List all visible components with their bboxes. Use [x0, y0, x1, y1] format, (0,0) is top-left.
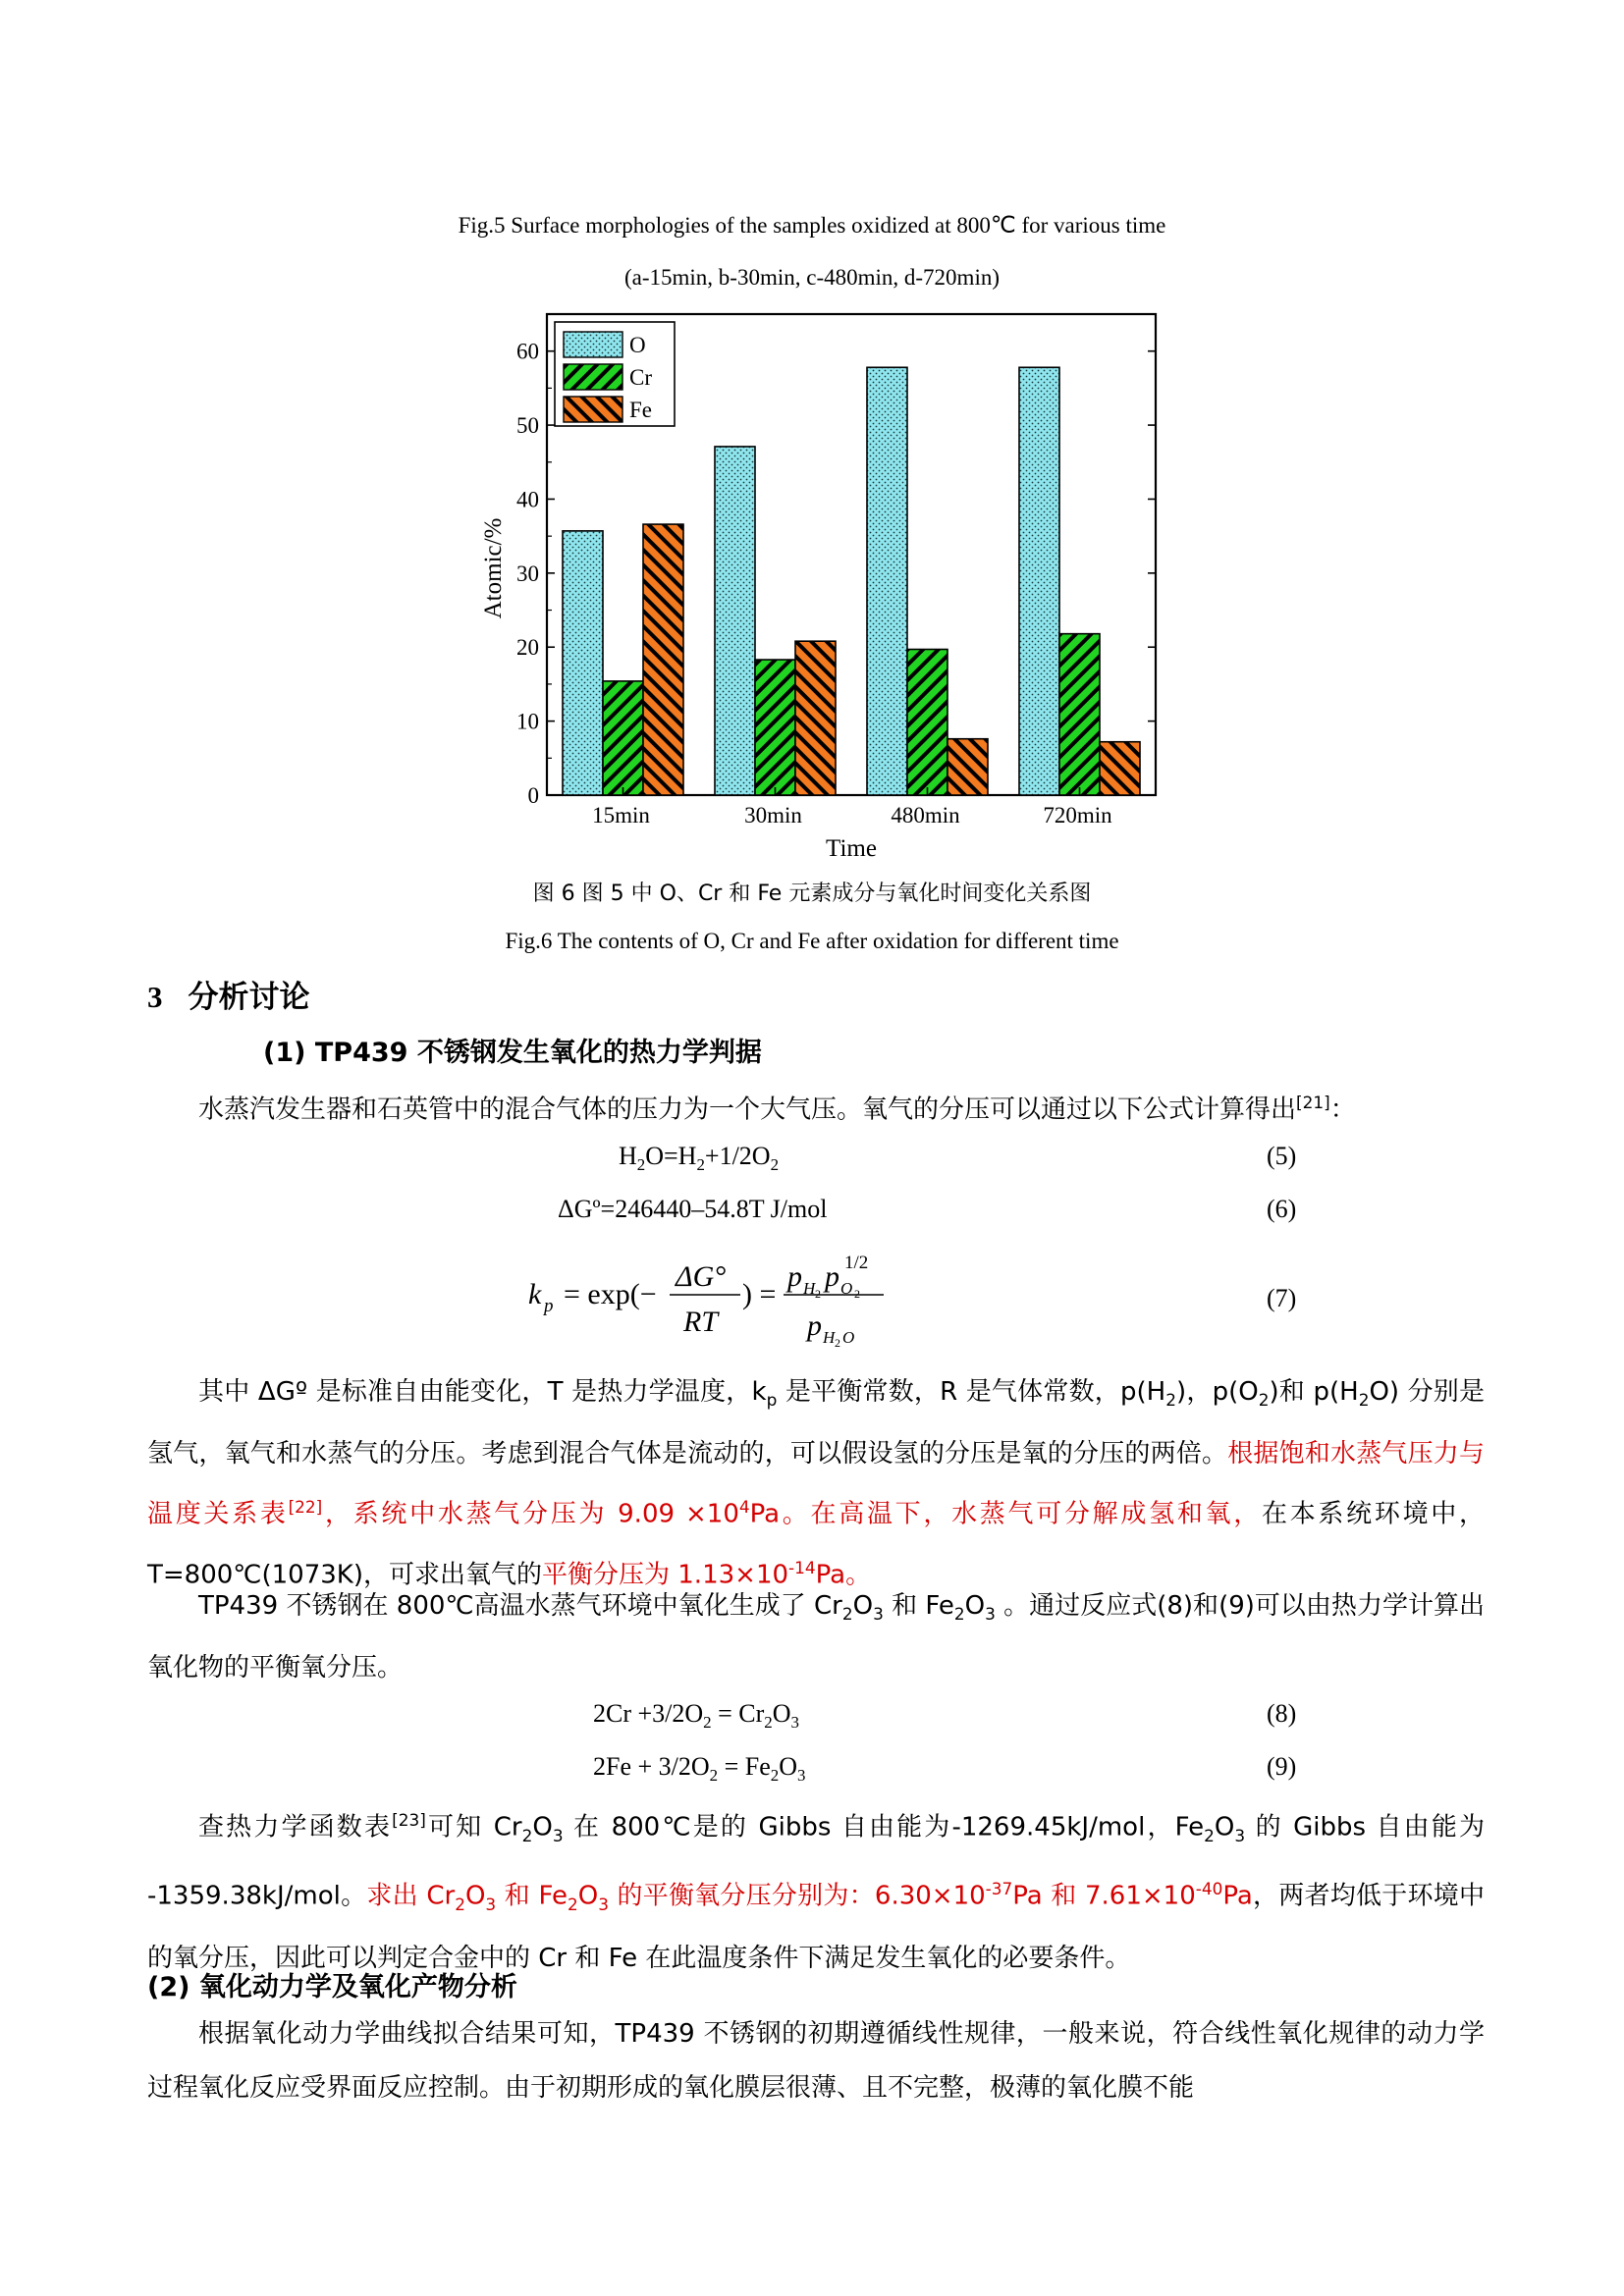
p2-red2: ，系统中水蒸气分压为 9.09 ×10	[322, 1499, 739, 1529]
bar-o-720min	[1019, 367, 1059, 795]
equation-5-number: (5)	[1267, 1142, 1297, 1170]
equation-7	[520, 1245, 913, 1353]
bar-fe-30min	[795, 641, 836, 795]
p2-red3: 平衡分压为 1.13×10	[542, 1561, 789, 1590]
subsection-2-heading: (2) 氧化动力学及氧化产物分析	[147, 1972, 517, 2002]
x-tick-label: 30min	[744, 803, 802, 828]
equation-9-number: (9)	[1267, 1752, 1297, 1781]
svg-text:2: 2	[835, 1336, 840, 1350]
paragraph-5: 根据氧化动力学曲线拟合结果可知，TP439 不锈钢的初期遵循线性规律，一般来说，符合线性氧化规律的动力学过程氧化反应受界面反应控制。由于初期形成的氧化膜层很薄、且不完整，极薄的氧化膜不能	[147, 2019, 1485, 2103]
citation-21: [21]	[1296, 1093, 1330, 1112]
bar-cr-30min	[755, 660, 795, 795]
paragraph-1-end: ：	[1329, 1095, 1356, 1125]
x-axis-label: Time	[826, 835, 877, 862]
p2-s2: 是平衡常数，R 是气体常数，p(H	[777, 1377, 1166, 1407]
x-tick-label: 15min	[592, 803, 650, 828]
svg-text:p: p	[825, 1260, 839, 1293]
p4-red6: Pa 和 7.61×10	[1012, 1882, 1196, 1911]
y-tick-label: 40	[516, 487, 539, 512]
p4-red3: 和 Fe	[496, 1882, 568, 1911]
p3-s5: 。通过反应式(8)和(9)可以由热力学计算出氧化物的平衡氧分压。	[147, 1591, 1485, 1682]
p4-s6: 的 Gibbs 自由能为 -1359.38kJ/mol。	[147, 1812, 1485, 1911]
y-tick-label: 60	[516, 339, 539, 364]
p2-s3: )，p(O	[1175, 1377, 1259, 1407]
fig6-caption-en: Fig.6 The contents of O, Cr and Fe after oxidation for different time	[505, 929, 1119, 953]
svg-text:RT: RT	[683, 1306, 719, 1338]
p4-red7: Pa	[1222, 1882, 1253, 1911]
y-tick-label: 50	[516, 413, 539, 439]
svg-text:= exp(−: = exp(−	[564, 1278, 657, 1310]
bar-cr-480min	[907, 649, 947, 795]
svg-text:1/2: 1/2	[844, 1253, 869, 1273]
equation-6-number: (6)	[1267, 1195, 1297, 1223]
bar-o-480min	[867, 367, 907, 795]
y-tick-label: 10	[516, 709, 539, 734]
section-3-heading	[147, 972, 310, 1016]
legend-label-fe: Fe	[629, 398, 652, 422]
svg-text:p: p	[807, 1309, 822, 1342]
citation-22: [22]	[288, 1497, 323, 1518]
paragraph-4: 查热力学函数表[23]可知 $Cr_2O_3$ 在 800℃是的 Gibbs 自由能为-1269.45kJ/mol，$Fe_2O_3$ 的 Gibbs 自由能为 -1359.38kJ/mol。求出 $Cr_2O_3$ 和 $Fe_2O_3$ 的平衡氧分压分别为：$6.30\times 10^{-37}Pa$ 和 $7.61\times 10^{-40}Pa$，两者均低于环境中的氧分压，因此可以判定合金中的 Cr 和 Fe 在此温度条件下满足发生氧化的必要条件。	[147, 1810, 1486, 1973]
svg-text:k: k	[528, 1278, 542, 1310]
bar-o-30min	[715, 447, 755, 795]
citation-23: [23]	[392, 1810, 426, 1830]
y-tick-label: 30	[516, 561, 539, 586]
y-tick-label: 0	[527, 783, 539, 808]
svg-text:p: p	[787, 1260, 802, 1293]
p4-red5: 的平衡氧分压分别为：6.30×10	[608, 1882, 986, 1911]
svg-text:O: O	[842, 1328, 855, 1347]
bar-fe-720min	[1100, 742, 1140, 795]
legend-swatch-fe	[564, 397, 623, 422]
fig6-caption-cn: 图 6 图 5 中 O、Cr 和 Fe 元素成分与氧化时间变化关系图	[532, 881, 1092, 906]
p4-s4: 在 800℃是的 Gibbs 自由能为-1269.45kJ/mol，Fe	[563, 1812, 1205, 1842]
section-title: 分析讨论	[188, 980, 310, 1015]
p4-s7: ，两者均低于环境中的氧分压，因此可以判定合金中的 Cr 和 Fe 在此温度条件下满足发生氧化的必要条件。	[147, 1882, 1486, 1973]
p2-s1: 其中 ΔGº 是标准自由能变化，T 是热力学温度，k	[198, 1377, 767, 1407]
legend-label-cr: Cr	[629, 365, 652, 390]
svg-text:ΔG°: ΔG°	[676, 1260, 727, 1293]
paragraph-2: 其中 ΔGº 是标准自由能变化，T 是热力学温度，$k_p$ 是平衡常数，R 是气体常数，$p(H_2)$，$p(O_2)$和 $p(H_2O)$ 分别是氢气，氧气和水蒸气的分压。考虑到混合气体是流动的，可以假设氢的分压是氧的分压的两倍。根据饱和水蒸气压力与温度关系表[22]，系统中水蒸气分压为 $9.09 \times 10^4Pa$。在高温下，水蒸气可分解成氢和氧，在本系统环境中，T=800℃(1073K)，可求出氧气的平衡分压为 $1.13\times 10^{-14}Pa$。	[147, 1377, 1486, 1590]
bar-cr-15min	[603, 681, 643, 795]
equation-8-number: (8)	[1267, 1699, 1297, 1728]
bar-fe-15min	[643, 524, 683, 795]
p2-red2-end: Pa。在高温下，水蒸气可分解成氢和氧，	[749, 1499, 1262, 1529]
p2-red2-exp: 4	[738, 1497, 750, 1518]
p2-red1: 根据饱和水蒸气压力与温度关系表	[147, 1438, 1485, 1529]
svg-text:) =: ) =	[742, 1278, 777, 1310]
svg-text:H: H	[803, 1279, 816, 1298]
p4-s2: 可知 Cr	[425, 1812, 522, 1842]
p3-s2: O	[852, 1591, 874, 1621]
p4-red5-exp: -37	[985, 1879, 1013, 1899]
p2-s6: 在本系统环境中，T=800℃(1073K)，可求出氧气的	[147, 1499, 1485, 1590]
legend-swatch-o	[564, 332, 623, 357]
paragraph-3: TP439 不锈钢在 800℃高温水蒸气环境中氧化生成了 $Cr_2O_3$ 和 $Fe_2O_3$ 。通过反应式(8)和(9)可以由热力学计算出氧化物的平衡氧分压。	[147, 1591, 1485, 1682]
legend-swatch-cr	[564, 364, 623, 390]
p4-red6-exp: -40	[1195, 1879, 1223, 1899]
svg-text:H: H	[823, 1328, 836, 1347]
y-tick-label: 20	[516, 635, 539, 661]
y-axis-label: Atomic/%	[480, 517, 507, 619]
p4-s3: O	[532, 1812, 553, 1842]
p3-s4: O	[964, 1591, 986, 1621]
p4-red2: O	[464, 1882, 486, 1911]
paragraph-1	[147, 1076, 1485, 1137]
p4-s5: O	[1214, 1812, 1235, 1842]
fig5-caption-line1: Fig.5 Surface morphologies of the samples oxidized at 800℃ for various time	[458, 213, 1166, 238]
x-tick-label: 720min	[1043, 803, 1112, 828]
p2-s5: O) 分别是氢气，氧气和水蒸气的分压。考虑到混合气体是流动的，可以假设氢的分压是氧的分压的两倍。	[147, 1377, 1486, 1468]
equation-8: $2Cr +3/2O_2 = Cr_2O_3$	[593, 1699, 799, 1733]
equation-6: ΔGº=246440–54.8T J/mol	[558, 1195, 828, 1223]
equation-5: $H_2O=H_2+1/2O_2$	[619, 1142, 780, 1175]
atomic-content-bar-chart	[471, 304, 1178, 874]
svg-text:O: O	[840, 1279, 853, 1298]
p4-red1: 求出 Cr	[366, 1882, 456, 1911]
p3-s3: 和 Fe	[883, 1591, 954, 1621]
paragraph-1-text: 水蒸汽发生器和石英管中的混合气体的压力为一个大气压。氧气的分压可以通过以下公式计算得出	[198, 1095, 1297, 1125]
p2-s4: )和 p(H	[1269, 1377, 1359, 1407]
bar-o-15min	[563, 531, 603, 795]
legend-label-o: O	[629, 333, 646, 357]
svg-text:2: 2	[854, 1287, 860, 1301]
p3-s1: TP439 不锈钢在 800℃高温水蒸气环境中氧化生成了 Cr	[198, 1591, 842, 1621]
fig5-caption-line2: (a-15min, b-30min, c-480min, d-720min)	[624, 265, 1000, 290]
p4-s1: 查热力学函数表	[198, 1812, 393, 1842]
equation-7-number: (7)	[1267, 1284, 1297, 1312]
subsection-1-heading: (1) TP439 不锈钢发生氧化的热力学判据	[263, 1038, 762, 1068]
bar-fe-480min	[947, 739, 988, 795]
x-tick-label: 480min	[891, 803, 960, 828]
equation-9: $2Fe + 3/2O_2 = Fe_2O_3$	[593, 1752, 806, 1786]
svg-text:p: p	[544, 1296, 554, 1316]
p2-red3-end: Pa。	[815, 1561, 872, 1590]
section-number: 3	[147, 980, 163, 1014]
p4-red4: O	[577, 1882, 599, 1911]
svg-text:2: 2	[815, 1287, 821, 1301]
bar-cr-720min	[1059, 634, 1100, 795]
p2-red3-exp: -14	[788, 1558, 816, 1578]
